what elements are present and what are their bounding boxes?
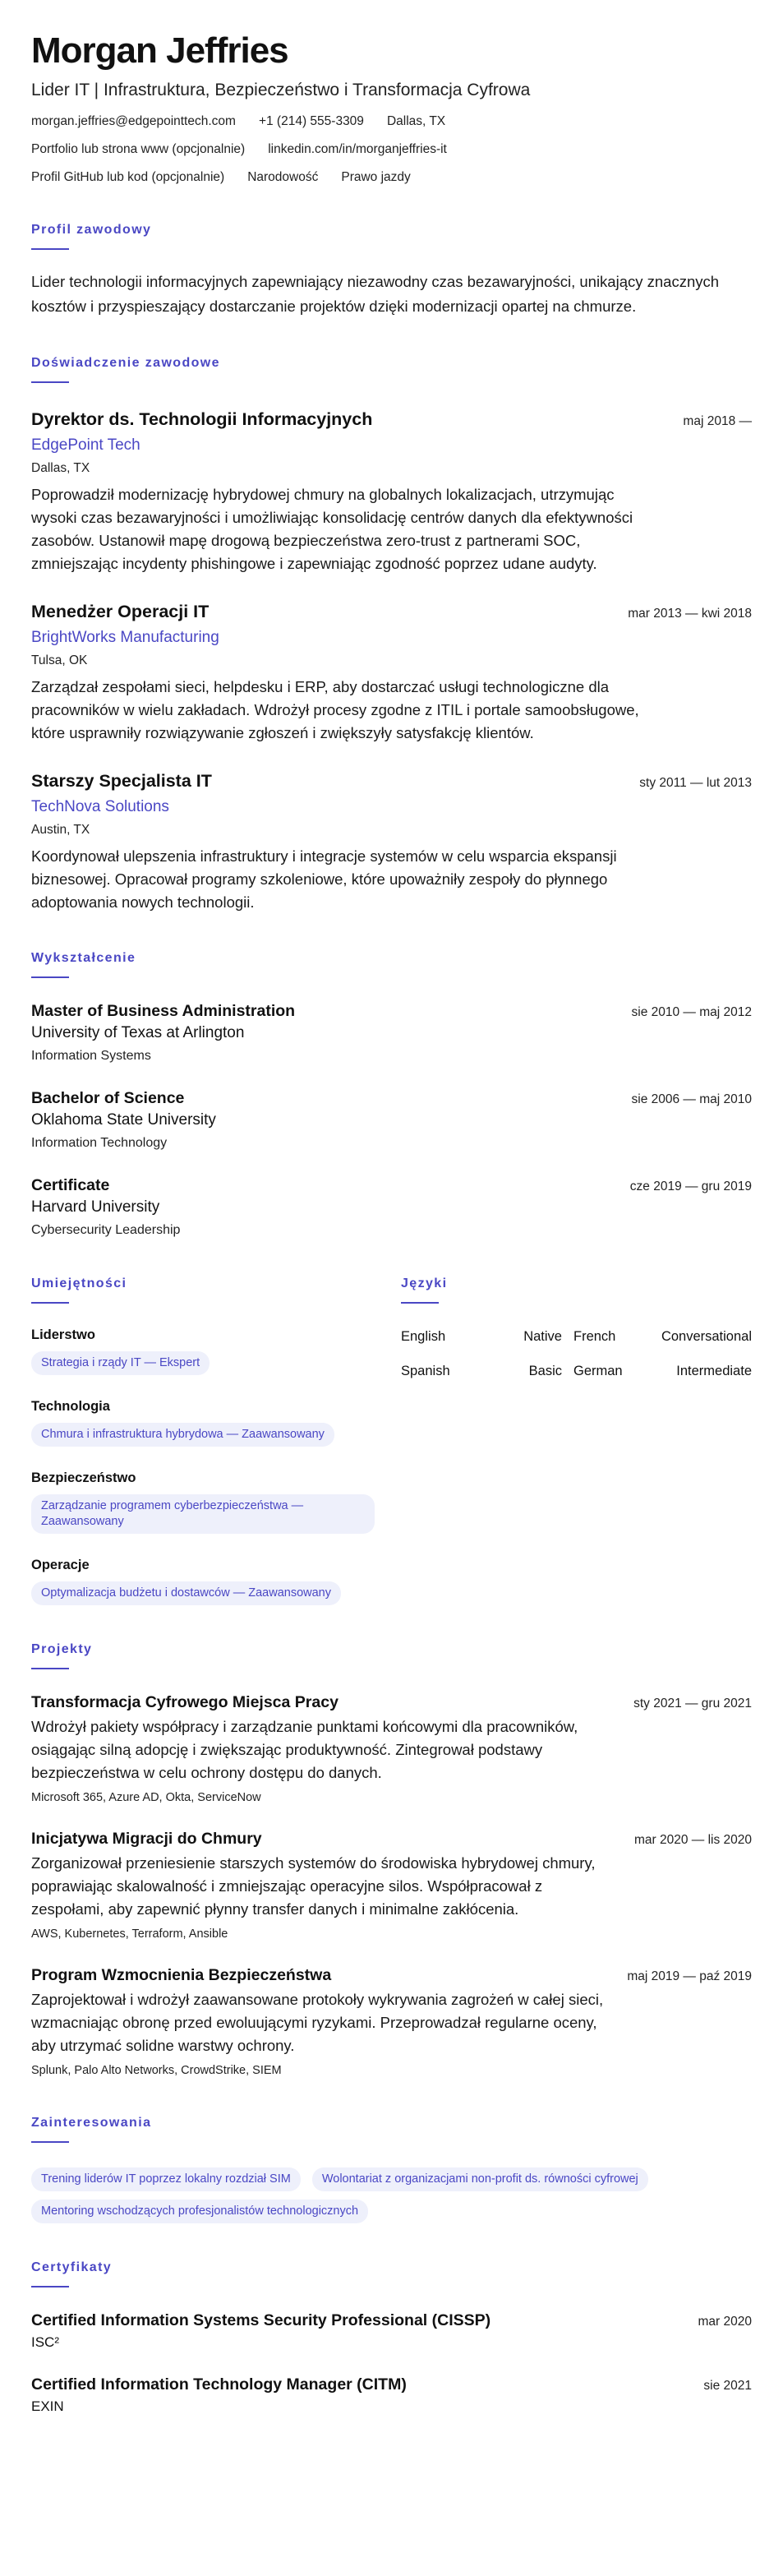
certification-issuer: ISC² xyxy=(31,2334,59,2350)
candidate-headline: Lider IT | Infrastruktura, Bezpieczeństwo i Transformacja Cyfrowa xyxy=(31,81,531,99)
section-divider xyxy=(31,1302,69,1304)
portfolio-link[interactable]: Portfolio lub strona www (opcjonalnie) xyxy=(31,142,246,156)
education-dates: sie 2010 — maj 2012 xyxy=(631,1005,752,1019)
certification-date: sie 2021 xyxy=(703,2379,752,2393)
contact-row-1 xyxy=(31,113,752,130)
job-title: Dyrektor ds. Technologii Informacyjnych xyxy=(31,409,373,429)
field-of-study: Cybersecurity Leadership xyxy=(31,1223,181,1237)
project-entry xyxy=(31,1965,752,2079)
field-of-study: Information Technology xyxy=(31,1136,168,1150)
section-divider xyxy=(31,2141,69,2143)
skills-languages-row xyxy=(31,1276,752,1605)
skill-chip: Zarządzanie programem cyberbezpieczeństwa — Zaawansowany xyxy=(31,1494,375,1534)
education-dates: sie 2006 — maj 2010 xyxy=(631,1092,752,1106)
language-item xyxy=(401,1328,573,1345)
job-entry xyxy=(31,769,752,914)
job-location: Dallas, TX xyxy=(31,461,90,475)
project-technologies: AWS, Kubernetes, Terraform, Ansible xyxy=(31,1927,228,1941)
project-description: Zaprojektował i wdrożył zaawansowane protokoły wykrywania zagrożeń w całej sieci, wzmacniając obronę przed ewoluującymi ryzykami. Przeprowadzał regularne oceny, aby utrzymać solidne warstwy ochrony. xyxy=(31,1991,604,2054)
certification-name: Certified Information Systems Security Professional (CISSP) xyxy=(31,2311,491,2329)
job-location: Austin, TX xyxy=(31,823,90,837)
projects-section xyxy=(31,1641,752,2079)
skill-chip: Optymalizacja budżetu i dostawców — Zaawansowany xyxy=(31,1581,341,1605)
interest-chip: Mentoring wschodzących profesjonalistów technologicznych xyxy=(31,2200,368,2223)
language-name: English xyxy=(401,1329,446,1344)
language-item xyxy=(573,1363,752,1379)
education-entry xyxy=(31,1001,752,1065)
contact-row-3 xyxy=(31,169,752,186)
project-title: Program Wzmocnienia Bezpieczeństwa xyxy=(31,1966,332,1984)
skill-group xyxy=(31,1398,401,1447)
section-divider xyxy=(31,2286,69,2287)
project-dates: maj 2019 — paź 2019 xyxy=(627,1969,752,1983)
section-divider xyxy=(31,248,69,250)
job-dates: maj 2018 — xyxy=(683,414,752,428)
profile-summary: Lider technologii informacyjnych zapewniający niezawodny czas bezawaryjności, unikający znacznych kosztów i przyspieszający dostarczanie projektów dzięki modernizacji opartej na chmurze. xyxy=(31,273,720,315)
linkedin-link[interactable]: linkedin.com/in/morganjeffries-it xyxy=(268,142,447,156)
section-title: Profil zawodowy xyxy=(31,223,152,237)
job-description: Zarządzał zespołami sieci, helpdesku i ERP, aby dostarczać usługi technologiczne dla pracowników w wielu zakładach. Wdrożył procesy zgodne z ITIL i portale samoobsługowe, które usprawniły rozwiązywanie zgłoszeń i zwiększyły satysfakcję klientów. xyxy=(31,678,639,741)
language-level: Conversational xyxy=(661,1329,752,1344)
project-description: Zorganizował przeniesienie starszych systemów do środowiska hybrydowej chmury, poprawiając skalowalność i zmniejszając operacyjne silos. Współpracował z zespołami, aby zapewnić płynny transfer danych i minimalne zakłócenia. xyxy=(31,1854,596,1918)
project-entry xyxy=(31,1829,752,1942)
skill-chip: Strategia i rządy IT — Ekspert xyxy=(31,1351,210,1375)
section-title: Języki xyxy=(401,1276,448,1290)
certification-date: mar 2020 xyxy=(698,2315,752,2329)
job-dates: sty 2011 — lut 2013 xyxy=(639,776,752,790)
language-level: Intermediate xyxy=(676,1364,752,1378)
language-level: Native xyxy=(523,1329,562,1344)
job-title: Menedżer Operacji IT xyxy=(31,602,210,621)
skill-group xyxy=(31,1557,401,1605)
project-dates: mar 2020 — lis 2020 xyxy=(633,1833,752,1847)
education-entry xyxy=(31,1088,752,1152)
project-technologies: Splunk, Palo Alto Networks, CrowdStrike, SIEM xyxy=(31,2064,282,2077)
phone-number[interactable]: +1 (214) 555-3309 xyxy=(258,114,364,128)
languages-section xyxy=(401,1276,752,1605)
degree-title: Certificate xyxy=(31,1176,110,1194)
languages-grid xyxy=(401,1328,752,1379)
certification-entry xyxy=(31,2311,752,2352)
degree-title: Master of Business Administration xyxy=(31,1002,296,1020)
section-divider xyxy=(31,976,69,978)
interests-section xyxy=(31,2115,752,2223)
school-name: University of Texas at Arlington xyxy=(31,1024,245,1041)
field-of-study: Information Systems xyxy=(31,1049,151,1063)
education-entry xyxy=(31,1175,752,1240)
experience-section xyxy=(31,355,752,914)
job-entry xyxy=(31,600,752,745)
skill-chip: Chmura i infrastruktura hybrydowa — Zaawansowany xyxy=(31,1423,334,1447)
section-divider xyxy=(401,1302,439,1304)
nationality-text: Narodowość xyxy=(247,170,319,184)
job-entry xyxy=(31,408,752,575)
contact-row-2 xyxy=(31,141,752,158)
project-description: Wdrożył pakiety współpracy i zarządzanie punktami końcowymi dla pracowników, osiągając silną adopcję i zwiększając produktywność. Zintegrował podstawy bezpieczeństwa w celu ochrony dostępu do danych. xyxy=(31,1718,578,1781)
skill-category: Liderstwo xyxy=(31,1327,95,1342)
project-entry xyxy=(31,1692,752,1806)
education-dates: cze 2019 — gru 2019 xyxy=(629,1180,752,1193)
company-name: TechNova Solutions xyxy=(31,798,169,815)
job-title: Starszy Specjalista IT xyxy=(31,771,212,791)
certification-entry xyxy=(31,2375,752,2416)
degree-title: Bachelor of Science xyxy=(31,1089,185,1107)
company-name: BrightWorks Manufacturing xyxy=(31,629,219,646)
skill-group xyxy=(31,1470,401,1534)
language-name: Spanish xyxy=(401,1364,450,1378)
section-title: Projekty xyxy=(31,1642,93,1656)
driving-license-text: Prawo jazdy xyxy=(341,170,411,184)
language-level: Basic xyxy=(528,1364,562,1378)
section-title: Zainteresowania xyxy=(31,2116,152,2130)
project-title: Inicjatywa Migracji do Chmury xyxy=(31,1830,262,1848)
skills-section xyxy=(31,1276,401,1605)
school-name: Oklahoma State University xyxy=(31,1111,216,1129)
language-name: German xyxy=(573,1364,623,1378)
location-text: Dallas, TX xyxy=(386,114,446,128)
education-section xyxy=(31,950,752,1240)
project-title: Transformacja Cyfrowego Miejsca Pracy xyxy=(31,1693,339,1711)
candidate-name: Morgan Jeffries xyxy=(31,30,288,71)
email-link[interactable]: morgan.jeffries@edgepointtech.com xyxy=(31,114,236,128)
skill-category: Bezpieczeństwo xyxy=(31,1470,136,1485)
school-name: Harvard University xyxy=(31,1198,160,1216)
section-divider xyxy=(31,1668,69,1669)
job-description: Poprowadził modernizację hybrydowej chmury na globalnych lokalizacjach, utrzymując wysoki czas bezawaryjności i umożliwiając konsolidację centrów danych dla efektywności zasobów. Ustanowił mapę drogową bezpieczeństwa zero-trust z partnerami SOC, zmniejszając incydenty phishingowe i zapewniając zgodność poprzez udane audyty. xyxy=(31,486,633,572)
project-dates: sty 2021 — gru 2021 xyxy=(633,1697,752,1710)
section-title: Umiejętności xyxy=(31,1276,127,1290)
job-dates: mar 2013 — kwi 2018 xyxy=(628,607,752,621)
section-title: Certyfikaty xyxy=(31,2260,113,2274)
skill-category: Technologia xyxy=(31,1399,110,1414)
certifications-section xyxy=(31,2260,752,2416)
interest-chip: Wolontariat z organizacjami non-profit ds. równości cyfrowej xyxy=(312,2167,648,2191)
project-technologies: Microsoft 365, Azure AD, Okta, ServiceNow xyxy=(31,1791,261,1804)
certification-issuer: EXIN xyxy=(31,2398,64,2414)
certification-name: Certified Information Technology Manager (CITM) xyxy=(31,2375,407,2394)
github-link[interactable]: Profil GitHub lub kod (opcjonalnie) xyxy=(31,170,225,184)
section-title: Wykształcenie xyxy=(31,951,136,965)
job-location: Tulsa, OK xyxy=(31,653,88,667)
interest-chip: Trening liderów IT poprzez lokalny rozdział SIM xyxy=(31,2167,301,2191)
company-name: EdgePoint Tech xyxy=(31,436,140,454)
skill-category: Operacje xyxy=(31,1558,90,1572)
interests-list xyxy=(31,2167,752,2223)
section-divider xyxy=(31,381,69,383)
skill-group xyxy=(31,1327,401,1375)
language-name: French xyxy=(573,1329,616,1344)
job-description: Koordynował ulepszenia infrastruktury i integracje systemów w celu wsparcia ekspansji biznesowej. Opracował programy szkoleniowe, które upoważniły zespoły do płynnego adoptowania nowych technologii. xyxy=(31,847,617,911)
profile-section xyxy=(31,222,752,319)
section-title: Doświadczenie zawodowe xyxy=(31,356,220,370)
resume-header xyxy=(31,31,752,186)
language-item xyxy=(401,1363,573,1379)
language-item xyxy=(573,1328,752,1345)
